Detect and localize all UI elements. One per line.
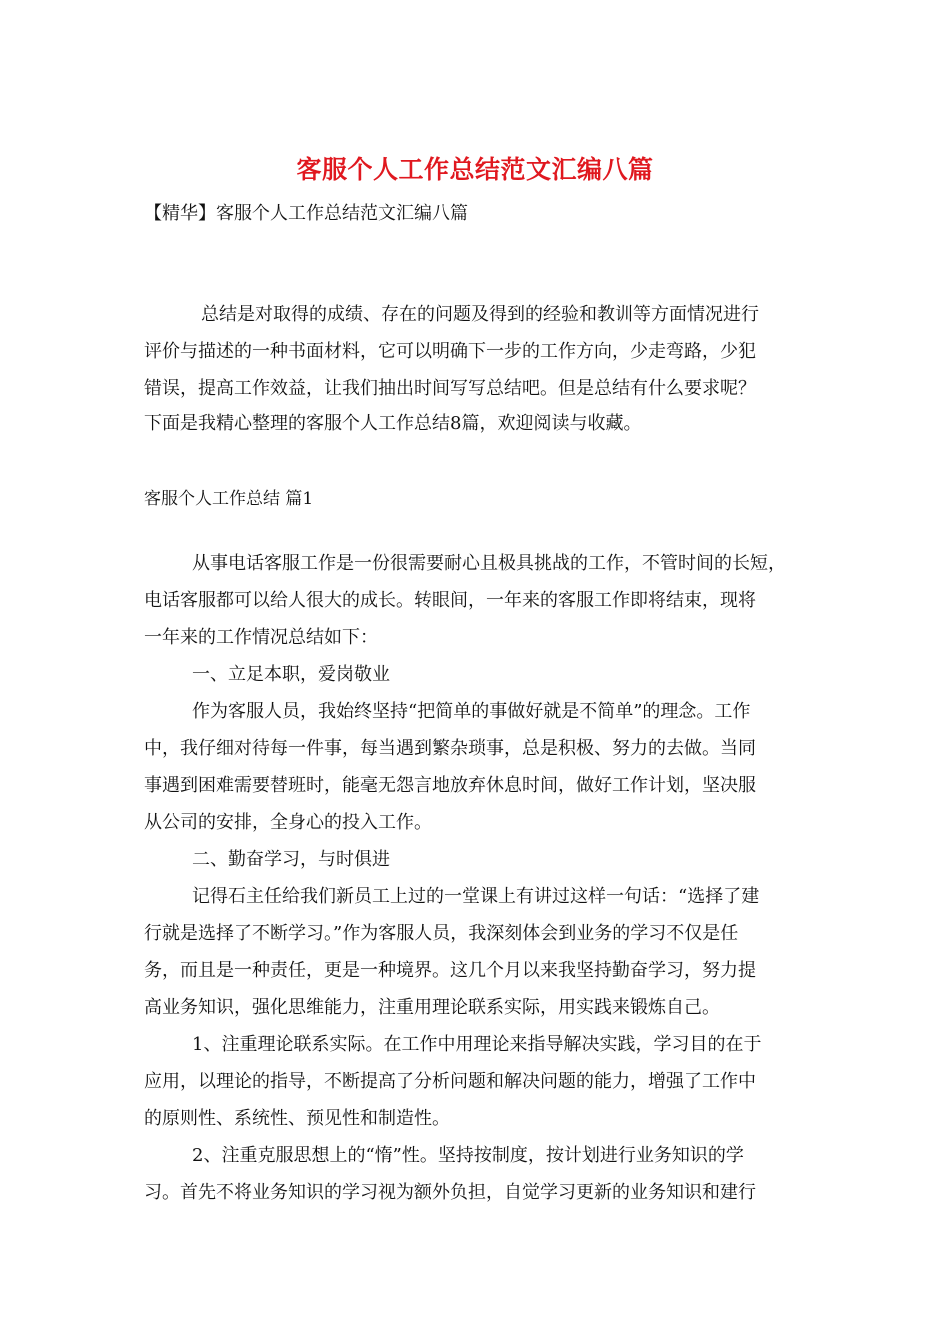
body-line: 务，而且是一种责任，更是一种境界。这几个月以来我坚持勤奋学习，努力提 [144, 960, 756, 981]
body-line: 的原则性、系统性、预见性和制造性。 [144, 1108, 450, 1129]
document-title: 客服个人工作总结范文汇编八篇 [296, 155, 654, 184]
body-line: 中，我仔细对待每一件事，每当遇到繁杂琐事，总是积极、努力的去做。当同 [144, 738, 756, 759]
body-line: 从公司的安排，全身心的投入工作。 [144, 812, 432, 833]
body-line: 一年来的工作情况总结如下： [144, 627, 378, 648]
body-line: 电话客服都可以给人很大的成长。转眼间，一年来的客服工作即将结束，现将 [144, 590, 756, 611]
body-line: 事遇到困难需要替班时，能毫无怨言地放弃休息时间，做好工作计划，坚决服 [144, 775, 756, 796]
body-line: 行就是选择了不断学习。”作为客服人员，我深刻体会到业务的学习不仅是任 [144, 923, 739, 944]
body-line: 1、注重理论联系实际。在工作中用理论来指导解决实践，学习目的在于 [192, 1034, 762, 1055]
body-text [144, 545, 824, 1211]
intro-line: 评价与描述的一种书面材料，它可以明确下一步的工作方向，少走弯路，少犯 [144, 341, 756, 362]
body-line: 记得石主任给我们新员工上过的一堂课上有讲过这样一句话：“选择了建 [192, 886, 760, 907]
body-line: 高业务知识，强化思维能力，注重用理论联系实际，用实践来锻炼自己。 [144, 997, 720, 1018]
body-subheading: 二、勤奋学习，与时俱进 [192, 849, 390, 870]
body-subheading: 一、立足本职，爱岗敬业 [192, 664, 390, 685]
body-line: 从事电话客服工作是一份很需要耐心且极具挑战的工作，不管时间的长短， [192, 553, 786, 574]
section-heading: 客服个人工作总结 篇1 [144, 489, 314, 509]
body-line: 作为客服人员，我始终坚持“把简单的事做好就是不简单”的理念。工作 [192, 701, 751, 722]
body-line: 2、注重克服思想上的“惰”性。坚持按制度，按计划进行业务知识的学 [192, 1145, 744, 1166]
intro-line: 错误，提高工作效益，让我们抽出时间写写总结吧。但是总结有什么要求呢？ [144, 378, 756, 399]
intro-paragraph [144, 296, 824, 441]
intro-line: 总结是对取得的成绩、存在的问题及得到的经验和教训等方面情况进行 [201, 304, 759, 325]
intro-line: 下面是我精心整理的客服个人工作总结8篇，欢迎阅读与收藏。 [144, 413, 642, 434]
body-line: 习。首先不将业务知识的学习视为额外负担，自觉学习更新的业务知识和建行 [144, 1182, 756, 1203]
body-line: 应用，以理论的指导，不断提高了分析问题和解决问题的能力，增强了工作中 [144, 1071, 756, 1092]
document-subtitle: 【精华】客服个人工作总结范文汇编八篇 [144, 203, 468, 224]
